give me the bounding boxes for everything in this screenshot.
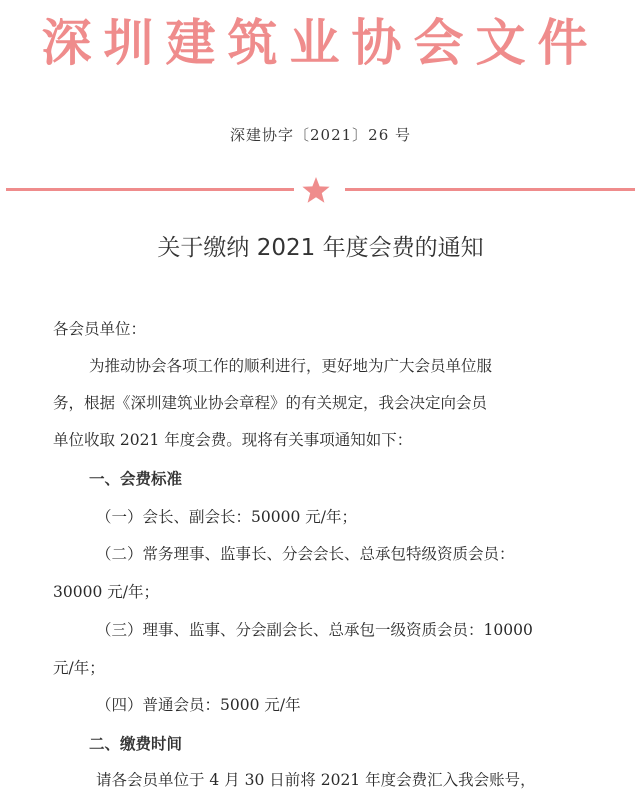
masthead-title: 深圳建筑业协会文件 (41, 13, 600, 72)
intro-line: 单位收取 2021 年度会费。现将有关事项通知如下： (53, 431, 413, 449)
section-heading-fee-standard: 一、会费标准 (89, 470, 183, 488)
divider-line-left (6, 188, 294, 191)
fee-item-continuation: 30000 元/年； (53, 583, 159, 601)
payment-instruction (53, 768, 613, 790)
intro-paragraph (53, 348, 613, 459)
intro-line: 务，根据《深圳建筑业协会章程》的有关规定，我会决定向会员 (53, 394, 488, 412)
fee-item-text: （四）普通会员：5000 元/年 (96, 696, 301, 714)
red-divider (6, 176, 635, 204)
fee-item (53, 693, 613, 715)
star-icon (301, 176, 331, 204)
fee-item (53, 542, 613, 564)
document-number: 深建协字〔2021〕26 号 (229, 126, 412, 144)
section-heading-payment-time: 二、缴费时间 (89, 735, 183, 753)
fee-item-text: （三）理事、监事、分会副会长、总承包一级资质会员：10000 (96, 621, 533, 639)
fee-item-text: （二）常务理事、监事长、分会会长、总承包特级资质会员： (96, 545, 515, 563)
fee-item (53, 505, 613, 527)
intro-line: 为推动协会各项工作的顺利进行，更好地为广大会员单位服 (89, 357, 493, 375)
notice-title: 关于缴纳 2021 年度会费的通知 (157, 235, 484, 261)
fee-item (53, 618, 613, 640)
payment-instruction-text: 请各会员单位于 4 月 30 日前将 2021 年度会费汇入我会账号， (96, 771, 536, 789)
salutation: 各会员单位： (53, 320, 147, 338)
fee-item-continuation: 元/年； (53, 659, 105, 677)
fee-item-text: （一）会长、副会长：50000 元/年； (96, 508, 357, 526)
divider-line-right (345, 188, 635, 191)
